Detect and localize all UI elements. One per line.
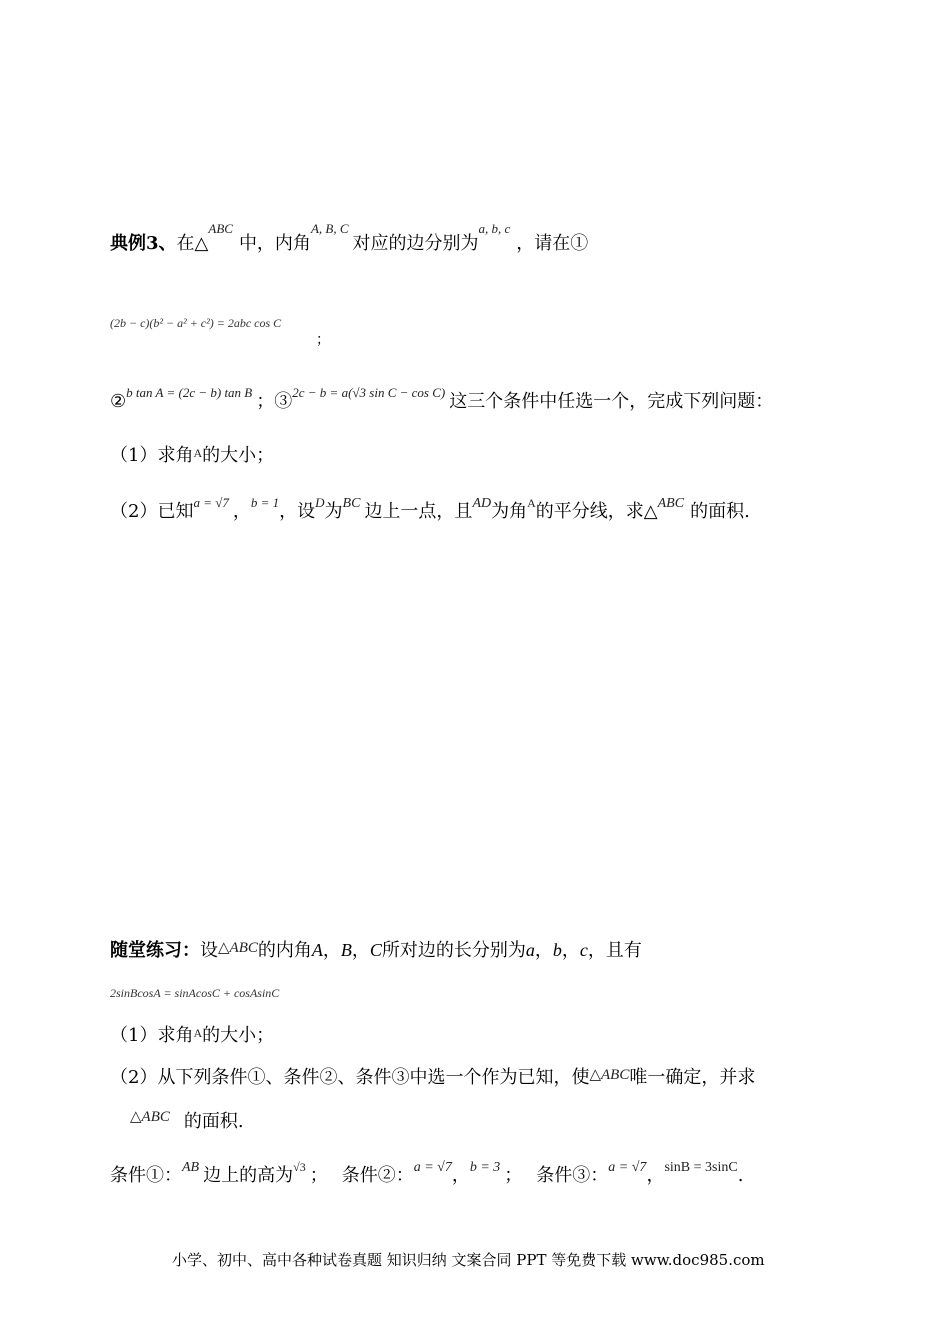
q2-tri: △ABC	[589, 1067, 630, 1083]
q2-D: D	[315, 495, 325, 510]
text: 的内角	[257, 940, 312, 961]
practice-heading: 随堂练习：	[110, 940, 200, 961]
text: 为	[324, 501, 343, 522]
q1-prefix: （1）求角	[110, 445, 194, 466]
cond1-label: 条件①：	[110, 1165, 182, 1186]
practice-q2-line2	[130, 1110, 244, 1135]
cond1-text: 边上的高为	[203, 1165, 294, 1186]
q2-A: A	[527, 496, 536, 510]
cond2-a: a = √7	[413, 1160, 452, 1175]
footer-text: 小学、初中、高中各种试卷真题 知识归纳 文案合同 PPT 等免费下载 www.doc985.com	[172, 1251, 765, 1269]
text: 设	[200, 940, 218, 961]
var-b: b	[552, 940, 562, 960]
q2-AD: AD	[472, 496, 492, 511]
var-A: A	[311, 940, 323, 960]
comma: ，	[451, 1165, 470, 1186]
q2-ABC: ABC	[657, 496, 685, 511]
practice-tri: △ABC	[218, 940, 258, 956]
cond3-eq: sinB = 3sinC	[664, 1160, 738, 1175]
condition-2-formula: b tan A = (2c − b) tan B	[126, 385, 253, 400]
math-sides: a, b, c	[478, 221, 511, 236]
comma: ，	[351, 940, 370, 961]
q2-BC: BC	[342, 496, 361, 511]
sep: ；	[504, 1165, 523, 1186]
text: 所对边的长分别为	[381, 940, 526, 961]
q2-a: a = √7	[193, 495, 229, 510]
example3-q1	[110, 444, 274, 469]
q2-prefix: （2）从下列条件①、条件②、条件③中选一个作为已知，使	[110, 1067, 590, 1088]
circle-2: ②	[110, 391, 127, 412]
example3-heading: 典例3、	[110, 233, 177, 254]
condition-1-line	[110, 310, 281, 335]
q1-prefix: （1）求角	[110, 1025, 194, 1046]
cond2-b: b = 3	[469, 1160, 501, 1175]
text: ，设	[279, 501, 316, 522]
math-abc: ABC	[208, 221, 233, 236]
conditions-2-3-line	[110, 385, 774, 415]
sep: ；	[309, 1165, 328, 1186]
q1-suffix: 的大小；	[202, 1025, 275, 1046]
end-period: .	[737, 1165, 744, 1186]
comma: ，	[232, 501, 251, 522]
q1-suffix: 的大小；	[202, 445, 275, 466]
practice-q2	[110, 1066, 755, 1091]
text: 在△	[176, 233, 209, 254]
math-angles: A, B, C	[310, 221, 349, 236]
text: 的面积.	[690, 501, 750, 522]
q2b-suffix: 的面积.	[183, 1111, 244, 1132]
var-c: c	[579, 940, 588, 960]
q2-suffix: 唯一确定，并求	[629, 1067, 756, 1088]
comma: ，	[534, 940, 553, 961]
practice-conditions	[110, 1160, 744, 1190]
q1-var: A	[193, 446, 203, 460]
text: 中，内角	[238, 233, 311, 254]
cond2-label: 条件②：	[341, 1165, 414, 1186]
text: 对应的边分别为	[352, 233, 479, 254]
example3-q2	[110, 495, 750, 526]
comma: ，	[646, 1165, 665, 1186]
q2-prefix: （2）已知	[110, 501, 194, 522]
semicolon: ；	[316, 332, 330, 348]
cond1-val: √3	[293, 1160, 306, 1174]
q1-var: A	[193, 1026, 203, 1040]
condition-3-formula: 2c − b = a(√3 sin C − cos C)	[292, 385, 446, 400]
var-a: a	[525, 940, 535, 960]
q2-b: b = 1	[250, 495, 280, 510]
cond3-a: a = √7	[608, 1160, 647, 1175]
var-C: C	[369, 940, 382, 960]
page-footer	[172, 1248, 765, 1272]
tail-text: 这三个条件中任选一个，完成下列问题：	[449, 391, 774, 412]
practice-equation-line	[110, 980, 279, 1005]
practice-line1	[110, 938, 642, 964]
condition-1-semicolon	[316, 328, 330, 352]
text: 的平分线，求△	[535, 501, 658, 522]
cond1-AB: AB	[182, 1160, 200, 1175]
text: ，请在①	[516, 233, 589, 254]
practice-equation: 2sinBcosA = sinAcosC + cosAsinC	[110, 986, 280, 1000]
comma: ，	[322, 940, 341, 961]
practice-q1	[110, 1024, 274, 1049]
condition-1-formula: (2b − c)(b² − a² + c²) = 2abc cos C	[110, 316, 282, 330]
var-B: B	[340, 940, 352, 960]
separator: ；③	[256, 391, 293, 412]
cond3-label: 条件③：	[536, 1165, 609, 1186]
comma: ，	[561, 940, 580, 961]
text: ，且有	[587, 940, 642, 961]
text: 为角	[491, 501, 528, 522]
q2b-tri: △ABC	[130, 1109, 170, 1125]
example3-line1	[110, 221, 589, 257]
text: 边上一点，且	[364, 501, 473, 522]
